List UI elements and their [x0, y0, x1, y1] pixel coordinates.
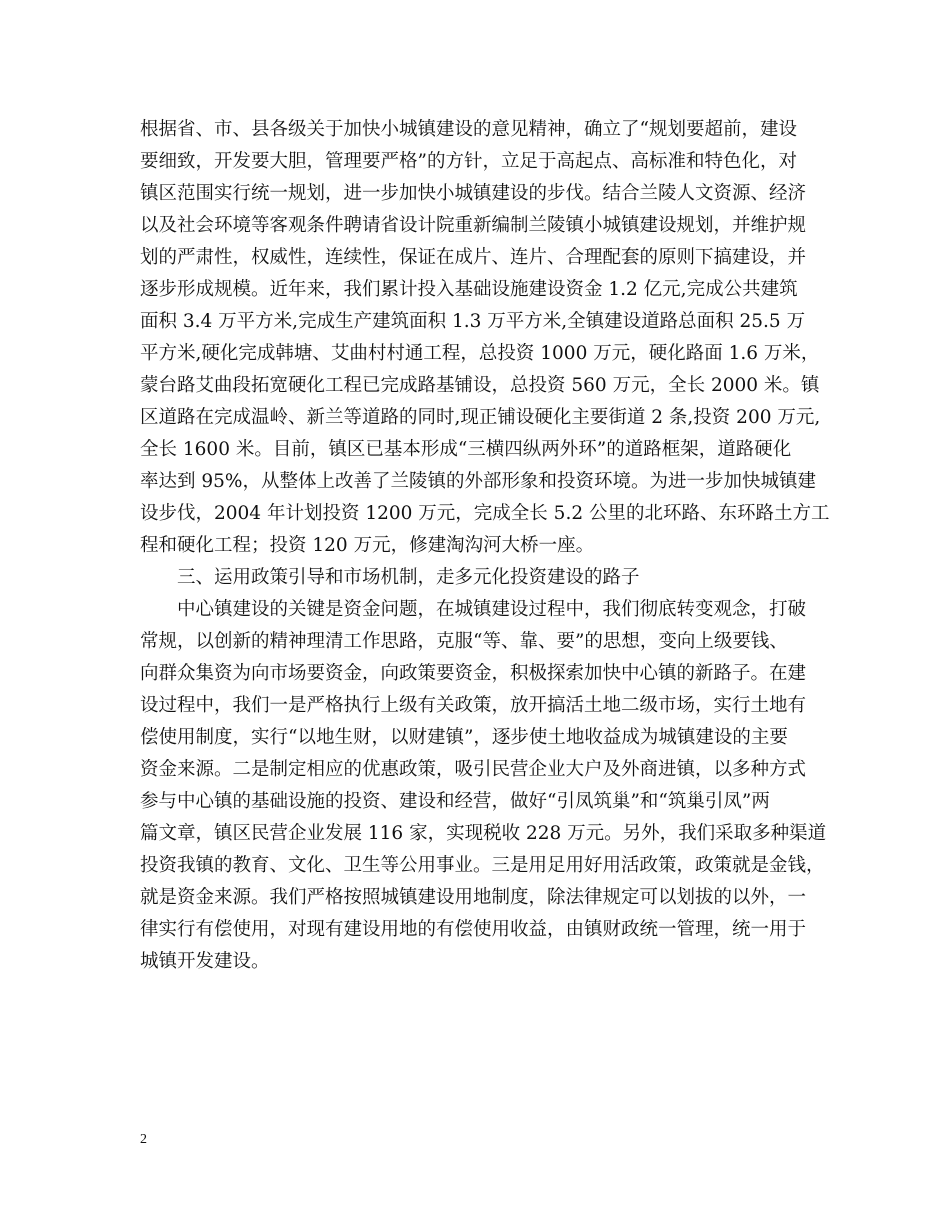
body-text	[140, 114, 830, 978]
text-line: 设步伐，2004 年计划投资 1200 万元，完成全长 5.2 公里的北环路、东环路土方工	[140, 503, 830, 524]
text-line: 投资我镇的教育、文化、卫生等公用事业。三是用足用好用活政策，政策就是金钱，	[140, 855, 825, 876]
text-line: 划的严肃性，权威性，连续性，保证在成片、连片、合理配套的原则下搞建设，并	[140, 247, 807, 268]
text-line: 率达到 95%，从整体上改善了兰陵镇的外部形象和投资环境。为进一步加快城镇建	[140, 471, 817, 492]
text-line: 平方米,硬化完成韩塘、艾曲村村通工程，总投资 1000 万元，硬化路面 1.6 万米，	[140, 343, 820, 364]
page-number: 2	[140, 1132, 147, 1147]
text-line: 以及社会环境等客观条件聘请省设计院重新编制兰陵镇小城镇建设规划，并维护规	[140, 215, 807, 236]
text-line: 篇文章，镇区民营企业发展 116 家，实现税收 228 万元。另外，我们采取多种渠道	[140, 823, 827, 844]
text-line: 面积 3.4 万平方米,完成生产建筑面积 1.3 万平方米,全镇建设道路总面积 25.5 万	[140, 311, 806, 332]
section-heading: 三、运用政策引导和市场机制，走多元化投资建设的路子	[177, 567, 640, 588]
text-line: 城镇开发建设。	[140, 951, 270, 972]
text-line: 向群众集资为向市场要资金，向政策要资金，积极探索加快中心镇的新路子。在建	[140, 663, 807, 684]
text-line: 要细致，开发要大胆，管理要严格”的方针，立足于高起点、高标准和特色化，对	[140, 151, 797, 172]
text-line: 资金来源。二是制定相应的优惠政策，吸引民营企业大户及外商进镇，以多种方式	[140, 759, 807, 780]
text-line: 设过程中，我们一是严格执行上级有关政策，放开搞活土地二级市场，实行土地有	[140, 695, 807, 716]
text-line: 全长 1600 米。目前，镇区已基本形成“三横四纵两外环”的道路框架，道路硬化	[140, 439, 792, 460]
text-line: 根据省、市、县各级关于加快小城镇建设的意见精神，确立了“规划要超前，建设	[140, 119, 797, 140]
text-line: 常规，以创新的精神理清工作思路，克服“等、靠、要”的思想，变向上级要钱、	[140, 631, 788, 652]
text-line: 律实行有偿使用，对现有建设用地的有偿使用收益，由镇财政统一管理，统一用于	[140, 919, 807, 940]
text-line: 偿使用制度，实行“以地生财，以财建镇”，逐步使土地收益成为城镇建设的主要	[140, 727, 788, 748]
paragraph-first-line: 中心镇建设的关键是资金问题，在城镇建设过程中，我们彻底转变观念，打破	[177, 599, 807, 620]
text-line: 就是资金来源。我们严格按照城镇建设用地制度，除法律规定可以划拔的以外，一	[140, 887, 807, 908]
text-line: 镇区范围实行统一规划，进一步加快小城镇建设的步伐。结合兰陵人文资源、经济	[140, 183, 807, 204]
text-line: 区道路在完成温岭、新兰等道路的同时,现正铺设硬化主要街道 2 条,投资 200 万元,	[140, 407, 821, 428]
text-line: 参与中心镇的基础设施的投资、建设和经营，做好“引凤筑巢”和“筑巢引凤”两	[140, 791, 770, 812]
text-line: 逐步形成规模。近年来，我们累计投入基础设施建设资金 1.2 亿元,完成公共建筑	[140, 279, 798, 300]
text-line: 程和硬化工程；投资 120 万元，修建淘沟河大桥一座。	[140, 535, 595, 556]
text-line: 蒙台路艾曲段拓宽硬化工程已完成路基铺设，总投资 560 万元，全长 2000 米。镇	[140, 375, 820, 396]
